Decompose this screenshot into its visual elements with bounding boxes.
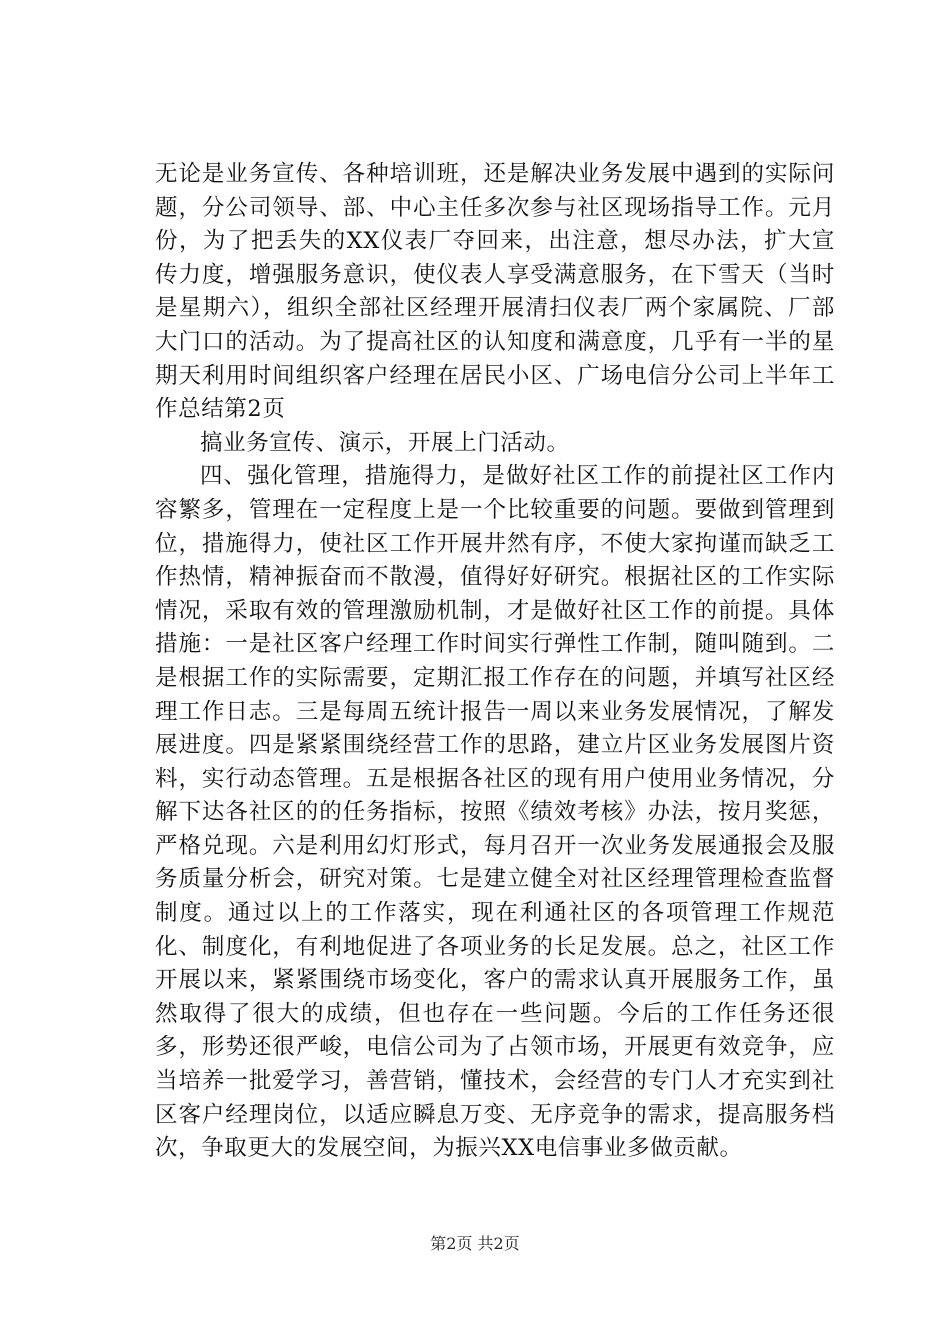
paragraph-management: 四、强化管理，措施得力，是做好社区工作的前提社区工作内容繁多，管理在一定程度上是一个比较重要的问题。要做到管理到位，措施得力，使社区工作开展井然有序，不使大家拘谨而缺乏工作热情，精神振奋而不散漫，值得好好研究。根据社区的工作实际情况，采取有效的管理激励机制，才是做好社区工作的前提。具体措施：一是社区客户经理工作时间实行弹性工作制，随叫随到。二是根据工作的实际需要，定期汇报工作存在的问题，并填写社区经理工作日志。三是每周五统计报告一周以来业务发展情况，了解发展进度。四是紧紧围绕经营工作的思路，建立片区业务发展图片资料，实行动态管理。五是根据各社区的现有用户使用业务情况，分解下达各社区的的任务指标，按照《绩效考核》办法，按月奖惩，严格兑现。六是利用幻灯形式，每月召开一次业务发展通报会及服务质量分析会，研究对策。七是建立健全对社区经理管理检查监督制度。通过以上的工作落实，现在利通社区的各项管理工作规范化、制度化，有利地促进了各项业务的长足发展。总之，社区工作开展以来，紧紧围绕市场变化，客户的需求认真开展服务工作，虽然取得了很大的成绩，但也存在一些问题。今后的工作任务还很多，形势还很严峻，电信公司为了占领市场，开展更有效竞争，应当培养一批爱学习，善营销，懂技术，会经营的专门人才充实到社区客户经理岗位，以适应瞬息万变、无序竞争的需求，提高服务档次，争取更大的发展空间，为振兴XX电信事业多做贡献。 [155,463,835,1162]
page-footer: 第2页 共2页 [430,1234,520,1253]
paragraph-door-to-door: 搞业务宣传、演示，开展上门活动。 [200,429,570,456]
document-body [155,158,835,1166]
paragraph-continuation: 无论是业务宣传、各种培训班，还是解决业务发展中遇到的实际问题，分公司领导、部、中心主任多次参与社区现场指导工作。元月份，为了把丢失的XX仪表厂夺回来，出注意，想尽办法，扩大宣传力度，增强服务意识，使仪表人享受满意服务，在下雪天（当时是星期六），组织全部社区经理开展清扫仪表厂两个家属院、厂部大门口的活动。为了提高社区的认知度和满意度，几乎有一半的星期天利用时间组织客户经理在居民小区、广场电信分公司上半年工作总结第2页 [155,161,835,423]
